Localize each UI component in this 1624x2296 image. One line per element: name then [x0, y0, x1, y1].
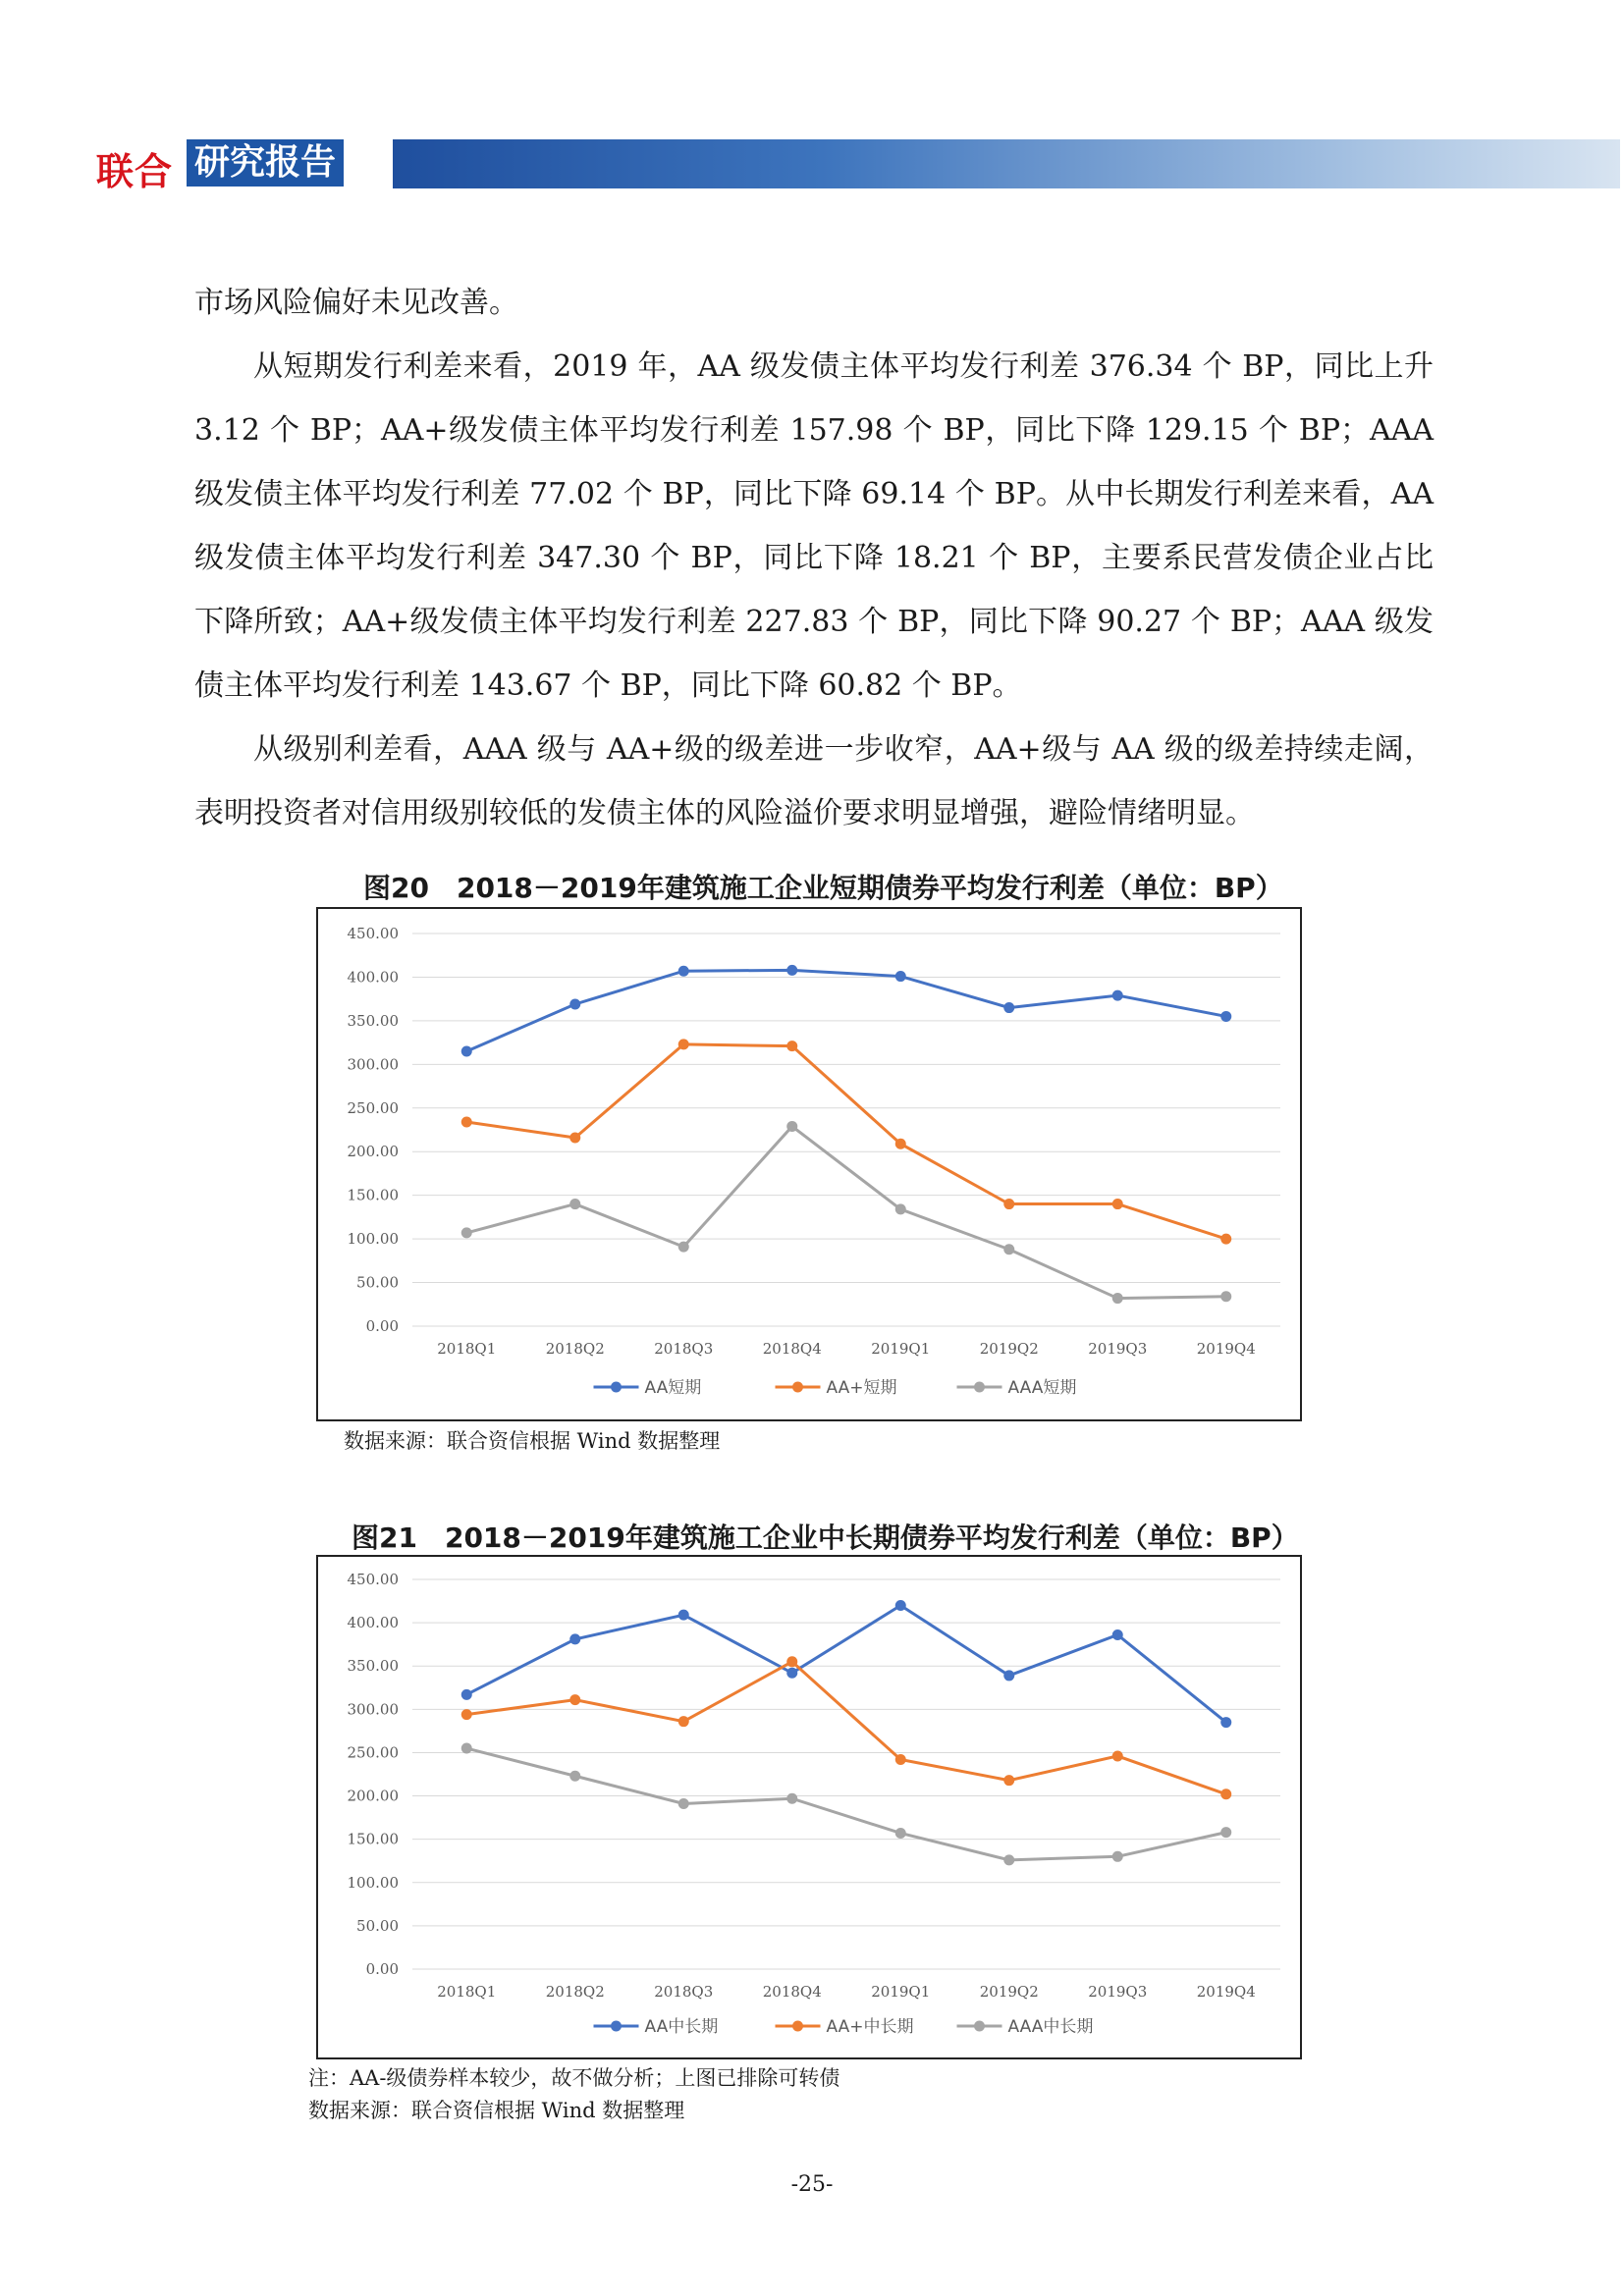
- legend-marker: [611, 1382, 622, 1393]
- data-point: [461, 1227, 472, 1238]
- header-gradient-bar: [393, 139, 1620, 188]
- y-tick-label: 350.00: [347, 1657, 399, 1676]
- data-point: [895, 1754, 906, 1765]
- series-line: [466, 1748, 1226, 1860]
- data-point: [1220, 1291, 1231, 1302]
- paragraph-2: 从短期发行利差来看，2019 年，AA 级发债主体平均发行利差 376.34 个 BP，同比上升 3.12 个 BP；AA+级发债主体平均发行利差 157.98 个 BP，同比下降 129.15 个 BP；AAA 级发债主体平均发行利差 77.02 个 BP，同比下降 69.14 个 BP。从中长期发行利差来看，AA 级发债主体平均发行利差 347.30 个 BP，同比下降 18.21 个 BP，主要系民营发债企业占比下降所致；AA+级发债主体平均发行利差 227.83 个 BP，同比下降 90.27 个 BP；AAA 级发债主体平均发行利差 143.67 个 BP，同比下降 60.82 个 BP。: [194, 349, 1434, 703]
- data-point: [1003, 1002, 1014, 1013]
- data-point: [786, 1041, 797, 1051]
- chart-long-term-spread: [318, 1557, 1300, 2057]
- data-point: [678, 1039, 689, 1049]
- data-point: [786, 965, 797, 976]
- x-tick-label: 2018Q4: [762, 1983, 822, 2001]
- data-point: [569, 1694, 580, 1705]
- data-point: [786, 1656, 797, 1667]
- x-tick-label: 2018Q3: [654, 1340, 714, 1358]
- chart-short-term-spread: [318, 909, 1300, 1419]
- data-point: [569, 999, 580, 1010]
- paragraph-3: 从级别利差看，AAA 级与 AA+级的级差进一步收窄，AA+级与 AA 级的级差持续走阔，表明投资者对信用级别较低的发债主体的风险溢价要求明显增强，避险情绪明显。: [194, 732, 1434, 830]
- figure-20-chart: [316, 907, 1302, 1421]
- y-tick-label: 300.00: [347, 1700, 399, 1719]
- legend-label: AA中长期: [644, 2017, 719, 2037]
- x-tick-label: 2018Q1: [437, 1340, 497, 1358]
- series-line: [466, 1044, 1226, 1239]
- x-tick-label: 2019Q3: [1088, 1983, 1148, 2001]
- y-tick-label: 450.00: [347, 1571, 399, 1588]
- data-point: [1220, 1234, 1231, 1245]
- figure-21-source: 数据来源：联合资信根据 Wind 数据整理: [308, 2099, 685, 2122]
- data-point: [1003, 1244, 1014, 1255]
- data-point: [461, 1743, 472, 1754]
- x-tick-label: 2019Q4: [1196, 1983, 1256, 2001]
- y-tick-label: 250.00: [347, 1098, 399, 1117]
- y-tick-label: 400.00: [347, 1614, 399, 1632]
- y-tick-label: 0.00: [365, 1317, 399, 1335]
- legend-label: AAA中长期: [1007, 2017, 1094, 2037]
- figure-20-caption: 图20 2018－2019年建筑施工企业短期债券平均发行利差（单位：BP）: [363, 872, 1283, 904]
- legend-marker: [792, 1382, 803, 1393]
- x-tick-label: 2019Q1: [871, 1983, 931, 2001]
- data-point: [678, 966, 689, 977]
- data-point: [461, 1117, 472, 1128]
- data-point: [569, 1133, 580, 1144]
- legend-label: AA+中长期: [826, 2017, 914, 2037]
- y-tick-label: 200.00: [347, 1787, 399, 1805]
- data-point: [678, 1610, 689, 1621]
- y-tick-label: 150.00: [347, 1186, 399, 1204]
- x-tick-label: 2018Q4: [762, 1340, 822, 1358]
- data-point: [895, 1600, 906, 1611]
- legend-label: AA短期: [644, 1378, 702, 1398]
- data-point: [786, 1121, 797, 1132]
- data-point: [895, 971, 906, 982]
- data-point: [1112, 1629, 1123, 1640]
- data-point: [1220, 1011, 1231, 1022]
- data-point: [461, 1709, 472, 1720]
- legend-marker: [974, 2021, 985, 2032]
- legend-marker: [974, 1382, 985, 1393]
- legend-label: AA+短期: [826, 1378, 897, 1398]
- y-tick-label: 0.00: [365, 1960, 399, 1978]
- figure-21-caption: 图21 2018－2019年建筑施工企业中长期债券平均发行利差（单位：BP）: [352, 1522, 1299, 1554]
- y-tick-label: 400.00: [347, 968, 399, 987]
- x-tick-label: 2019Q4: [1196, 1340, 1256, 1358]
- data-point: [895, 1203, 906, 1214]
- x-tick-label: 2019Q2: [979, 1340, 1039, 1358]
- data-point: [1220, 1717, 1231, 1728]
- logo-text-red: 联合: [96, 150, 174, 193]
- data-point: [1003, 1670, 1014, 1681]
- y-tick-label: 50.00: [356, 1916, 399, 1935]
- y-tick-label: 450.00: [347, 925, 399, 942]
- data-point: [786, 1668, 797, 1679]
- logo-text-blue: 研究报告: [187, 139, 344, 187]
- y-tick-label: 200.00: [347, 1143, 399, 1161]
- data-point: [1112, 1199, 1123, 1209]
- x-tick-label: 2019Q3: [1088, 1340, 1148, 1358]
- data-point: [1220, 1827, 1231, 1838]
- x-tick-label: 2019Q2: [979, 1983, 1039, 2001]
- x-tick-label: 2018Q1: [437, 1983, 497, 2001]
- y-tick-label: 50.00: [356, 1273, 399, 1292]
- data-point: [1112, 990, 1123, 1001]
- data-point: [1003, 1199, 1014, 1209]
- data-point: [895, 1139, 906, 1149]
- y-tick-label: 300.00: [347, 1055, 399, 1074]
- legend-marker: [792, 2021, 803, 2032]
- figure-21-note: 注：AA-级债券样本较少，故不做分析；上图已排除可转债: [308, 2066, 840, 2090]
- y-tick-label: 150.00: [347, 1830, 399, 1848]
- data-point: [678, 1716, 689, 1727]
- x-tick-label: 2018Q2: [545, 1340, 605, 1358]
- data-point: [895, 1828, 906, 1839]
- data-point: [678, 1798, 689, 1809]
- report-header: [96, 135, 1622, 193]
- x-tick-label: 2018Q3: [654, 1983, 714, 2001]
- figure-21-chart: [316, 1555, 1302, 2059]
- data-point: [569, 1199, 580, 1209]
- data-point: [786, 1793, 797, 1804]
- y-tick-label: 250.00: [347, 1743, 399, 1762]
- y-tick-label: 100.00: [347, 1230, 399, 1249]
- figure-20-source: 数据来源：联合资信根据 Wind 数据整理: [344, 1429, 721, 1453]
- legend-label: AAA短期: [1007, 1378, 1077, 1398]
- paragraph-1: 市场风险偏好未见改善。: [194, 286, 518, 320]
- data-point: [569, 1633, 580, 1644]
- page-number: -25-: [790, 2172, 834, 2197]
- data-point: [1003, 1775, 1014, 1786]
- y-tick-label: 350.00: [347, 1011, 399, 1030]
- data-point: [461, 1689, 472, 1700]
- data-point: [569, 1771, 580, 1782]
- y-tick-label: 100.00: [347, 1873, 399, 1892]
- data-point: [1220, 1789, 1231, 1799]
- data-point: [1112, 1750, 1123, 1761]
- data-point: [461, 1046, 472, 1057]
- data-point: [678, 1242, 689, 1253]
- data-point: [1003, 1854, 1014, 1865]
- data-point: [1112, 1851, 1123, 1862]
- legend-marker: [611, 2021, 622, 2032]
- x-tick-label: 2018Q2: [545, 1983, 605, 2001]
- series-line: [466, 970, 1226, 1051]
- x-tick-label: 2019Q1: [871, 1340, 931, 1358]
- data-point: [1112, 1293, 1123, 1304]
- series-line: [466, 1662, 1226, 1794]
